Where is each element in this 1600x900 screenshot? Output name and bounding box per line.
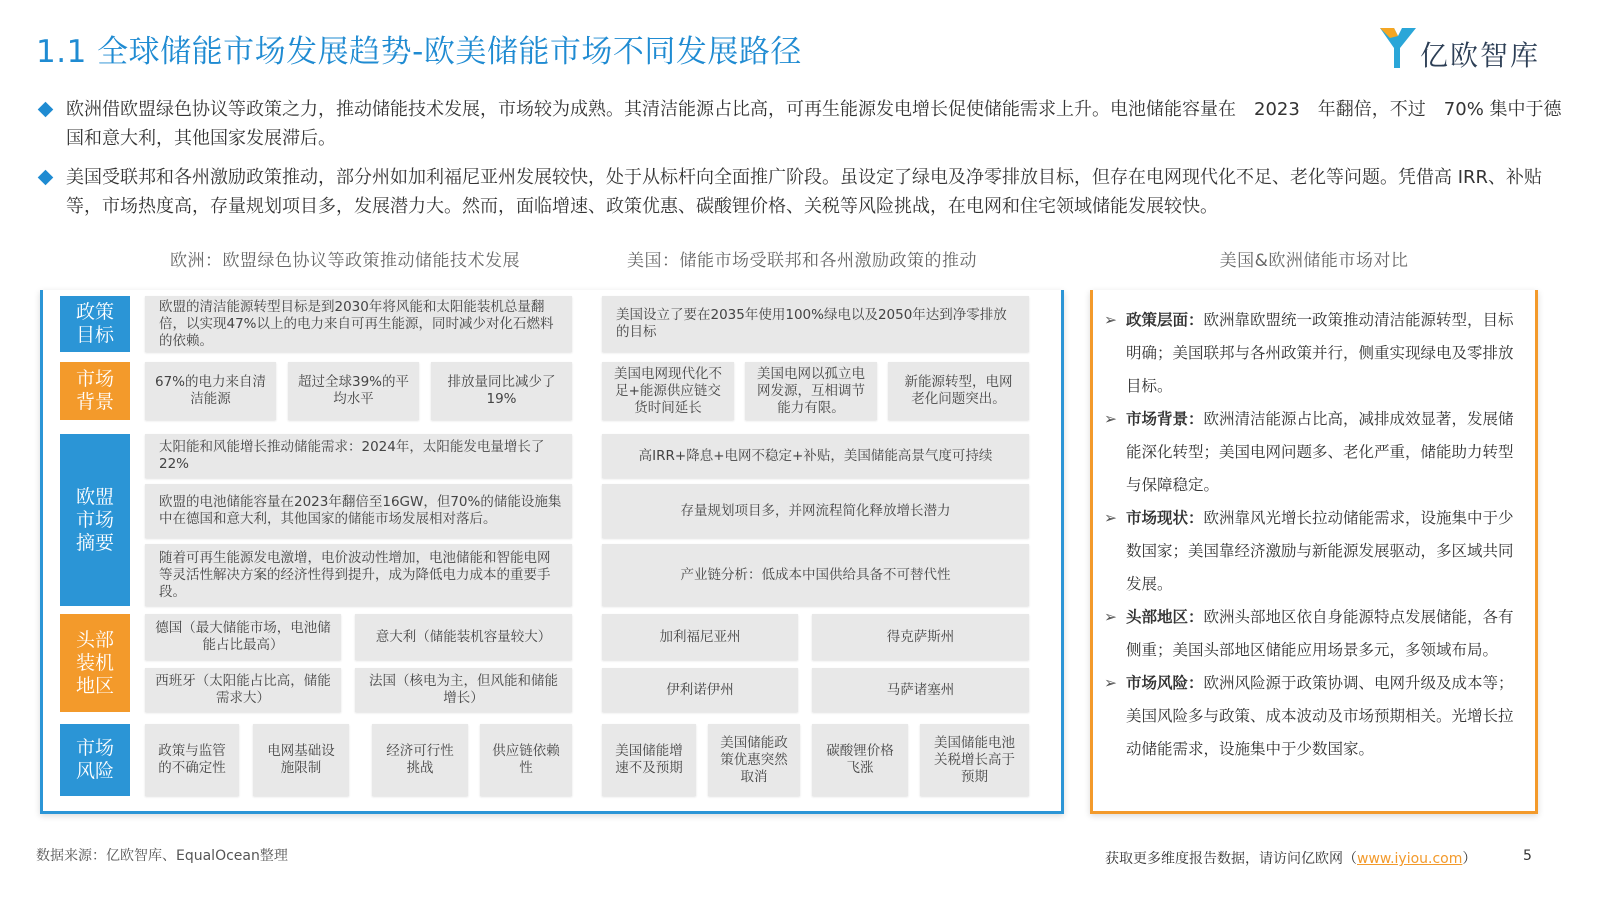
comparison-text: 欧洲靠欧盟统一政策推动清洁能源转型，目标明确；美国联邦与各州政策并行，侧重实现绿电及零排放目标。 xyxy=(1126,311,1514,395)
eu-summary-box: 太阳能和风能增长推动储能需求：2024年，太阳能发电量增长了22% xyxy=(145,434,572,478)
bullet-text: 美国受联邦和各州激励政策推动，部分州如加利福尼亚州发展较快，处于从标杆向全面推广阶段。虽设定了绿电及净零排放目标，但存在电网现代化不足、老化等问题。凭借高 IRR、补贴等，市场热度高，存量规划项目多，发展潜力大。然而，面临增速、政策优惠、碳酸锂价格、关税等风险挑战，在电网和住宅领域储能发展较快。 xyxy=(66,167,1543,217)
eu-background-box: 超过全球39%的平均水平 xyxy=(288,362,419,420)
comparison-item xyxy=(1104,601,1528,667)
us-summary-box: 高IRR+降息+电网不稳定+补贴，美国储能高景气度可持续 xyxy=(602,434,1029,478)
us-policy-box: 美国设立了要在2035年使用100%绿电以及2050年达到净零排放的目标 xyxy=(602,296,1029,352)
us-region-box: 加利福尼亚州 xyxy=(602,614,798,660)
label-top-regions: 头部装机地区 xyxy=(60,614,130,712)
bullet-usa xyxy=(36,163,1576,221)
data-source: 数据来源：亿欧智库、EqualOcean整理 xyxy=(36,848,288,864)
logo xyxy=(1378,24,1578,74)
us-region-box: 伊利诺伊州 xyxy=(602,668,798,712)
label-policy: 政策目标 xyxy=(60,296,130,352)
us-background-box: 美国电网以孤立电网发源，互相调节能力有限。 xyxy=(745,362,877,420)
us-region-box: 得克萨斯州 xyxy=(812,614,1029,660)
comparison-head: 政策层面： xyxy=(1126,311,1204,329)
comparison-list xyxy=(1104,304,1528,766)
us-summary-box: 产业链分析：低成本中国供给具备不可替代性 xyxy=(602,544,1029,606)
page-title: 1.1 全球储能市场发展趋势-欧美储能市场不同发展路径 xyxy=(36,34,802,70)
more-info-suffix: ） xyxy=(1462,851,1477,867)
us-risk-box: 美国储能政策优惠突然取消 xyxy=(708,724,800,796)
us-region-box: 马萨诸塞州 xyxy=(812,668,1029,712)
label-eu-summary: 欧盟市场摘要 xyxy=(60,434,130,606)
label-background: 市场背景 xyxy=(60,362,130,420)
arrow-right-icon: ➢ xyxy=(1104,509,1117,527)
comparison-head: 市场背景： xyxy=(1126,410,1204,428)
label-risk: 市场风险 xyxy=(60,724,130,796)
eu-region-box: 意大利（储能装机容量较大） xyxy=(355,614,572,660)
eu-region-box: 法国（核电为主，但风能和储能增长） xyxy=(355,668,572,712)
comparison-head: 头部地区： xyxy=(1126,608,1204,626)
comparison-head: 市场现状： xyxy=(1126,509,1204,527)
eu-policy-box: 欧盟的清洁能源转型目标是到2030年将风能和太阳能装机总量翻倍，以实现47%以上的电力来自可再生能源，同时减少对化石燃料的依赖。 xyxy=(145,296,572,352)
logo-mark-icon xyxy=(1378,24,1418,70)
bullet-text: 欧洲借欧盟绿色协议等政策之力，推动储能技术发展，市场较为成熟。其清洁能源占比高，可再生能源发电增长促使储能需求上升。电池储能容量在 2023 年翻倍，不过 70% 集中于德国和意大利，其他国家发展滞后。 xyxy=(66,99,1562,149)
column-header-europe: 欧洲：欧盟绿色协议等政策推动储能技术发展 xyxy=(170,251,520,271)
eu-risk-box: 经济可行性挑战 xyxy=(372,724,468,796)
summary-bullets xyxy=(36,95,1576,231)
more-info-prefix: 获取更多维度报告数据，请访问亿欧网（ xyxy=(1105,851,1357,867)
arrow-right-icon: ➢ xyxy=(1104,608,1117,626)
eu-risk-box: 政策与监管的不确定性 xyxy=(145,724,239,796)
logo-text: 亿欧智库 xyxy=(1420,39,1541,72)
us-background-box: 新能源转型，电网老化问题突出。 xyxy=(888,362,1029,420)
us-summary-box: 存量规划项目多，并网流程简化释放增长潜力 xyxy=(602,484,1029,538)
eu-background-box: 排放量同比减少了19% xyxy=(431,362,572,420)
us-risk-box: 美国储能增速不及预期 xyxy=(602,724,696,796)
comparison-text: 欧洲靠风光增长拉动储能需求，设施集中于少数国家；美国靠经济激励与新能源发展驱动，多区域共同发展。 xyxy=(1126,509,1514,593)
arrow-right-icon: ➢ xyxy=(1104,674,1117,692)
eu-summary-box: 欧盟的电池储能容量在2023年翻倍至16GW，但70%的储能设施集中在德国和意大利，其他国家的储能市场发展相对落后。 xyxy=(145,484,572,538)
eu-risk-box: 电网基础设施限制 xyxy=(253,724,349,796)
eu-background-box: 67%的电力来自清洁能源 xyxy=(145,362,276,420)
comparison-item xyxy=(1104,667,1528,766)
website-link[interactable]: www.iyiou.com xyxy=(1357,851,1463,867)
eu-region-box: 西班牙（太阳能占比高，储能需求大） xyxy=(145,668,341,712)
comparison-text: 欧洲清洁能源占比高，减排成效显著，发展储能深化转型；美国电网问题多、老化严重，储能助力转型与保障稳定。 xyxy=(1126,410,1514,494)
arrow-right-icon: ➢ xyxy=(1104,311,1117,329)
eu-region-box: 德国（最大储能市场，电池储能占比最高） xyxy=(145,614,341,660)
diamond-icon xyxy=(38,170,54,186)
us-background-box: 美国电网现代化不足+能源供应链交货时间延长 xyxy=(602,362,734,420)
comparison-text: 欧洲头部地区依自身能源特点发展储能，各有侧重；美国头部地区储能应用场景多元，多领域布局。 xyxy=(1126,608,1514,659)
comparison-item xyxy=(1104,304,1528,403)
us-risk-box: 美国储能电池关税增长高于预期 xyxy=(920,724,1029,796)
column-header-usa: 美国：储能市场受联邦和各州激励政策的推动 xyxy=(627,251,977,271)
comparison-text: 欧洲风险源于政策协调、电网升级及成本等；美国风险多与政策、成本波动及市场预期相关。光增长拉动储能需求，设施集中于少数国家。 xyxy=(1126,674,1514,758)
comparison-head: 市场风险： xyxy=(1126,674,1204,692)
eu-risk-box: 供应链依赖性 xyxy=(480,724,572,796)
eu-summary-box: 随着可再生能源发电激增，电价波动性增加，电池储能和智能电网等灵活性解决方案的经济性得到提升，成为降低电力成本的重要手段。 xyxy=(145,544,572,606)
diamond-icon xyxy=(38,102,54,118)
comparison-item xyxy=(1104,403,1528,502)
us-risk-box: 碳酸锂价格飞涨 xyxy=(812,724,908,796)
comparison-item xyxy=(1104,502,1528,601)
more-info xyxy=(1105,848,1476,868)
page-number: 5 xyxy=(1523,848,1532,864)
arrow-right-icon: ➢ xyxy=(1104,410,1117,428)
column-header-compare: 美国&欧洲储能市场对比 xyxy=(1219,251,1409,271)
bullet-europe xyxy=(36,95,1576,153)
